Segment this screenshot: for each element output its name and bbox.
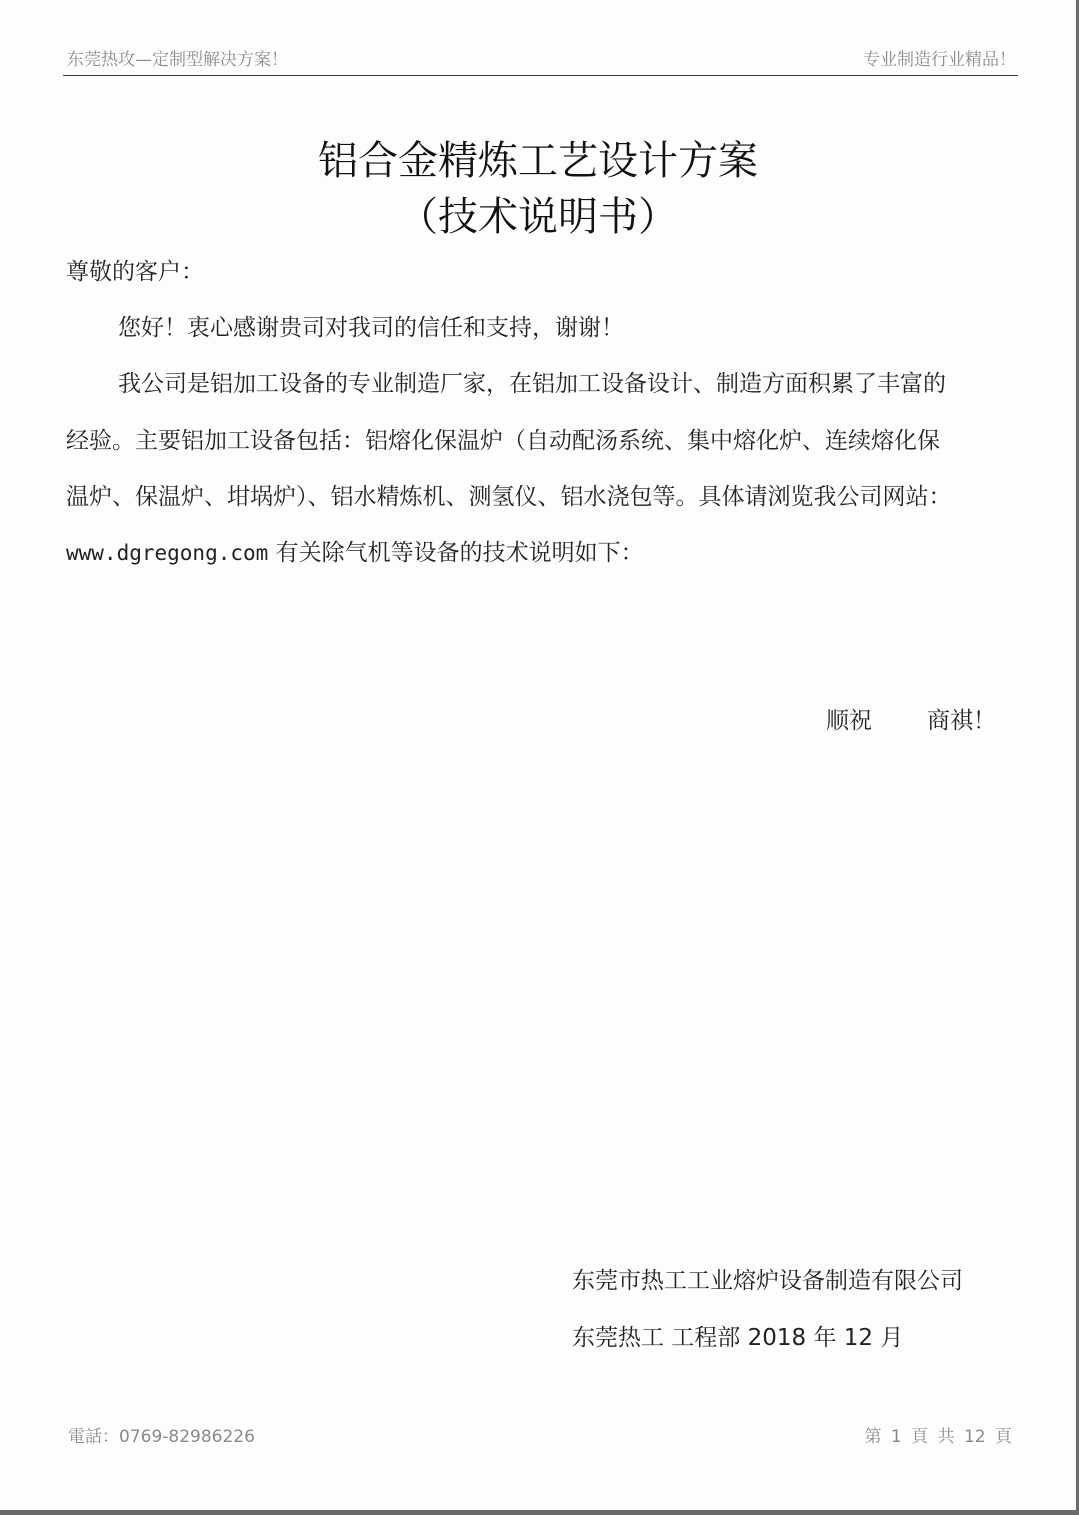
website-link: www.dgregong.com [66,541,269,565]
footer-page-number: 第 1 頁 共 12 頁 [864,1427,1012,1447]
paragraph-line-1: 我公司是铝加工设备的专业制造厂家，在铝加工设备设计、制造方面积累了丰富的 [118,371,946,397]
signature-company: 东莞市热工工业熔炉设备制造有限公司 [572,1268,963,1294]
paragraph-line-3: 温炉、保温炉、坩埚炉）、铝水精炼机、测氢仪、铝水浇包等。具体请浏览我公司网站： [66,484,952,510]
salutation: 尊敬的客户： [66,259,204,285]
closing-wish: 顺祝 [826,708,872,734]
document-subtitle: （技术说明书） [398,194,678,240]
document-title: 铝合金精炼工艺设计方案 [318,138,758,184]
signature-department-date: 东莞热工 工程部 2018 年 12 月 [572,1325,904,1351]
header-divider [63,75,1018,76]
greeting: 您好！衷心感谢贵司对我司的信任和支持，谢谢！ [118,315,624,341]
footer-phone: 電話：0769-82986226 [68,1427,255,1447]
paragraph-line-4 [66,538,644,568]
paragraph-line-2: 经验。主要铝加工设备包括：铝熔化保温炉（自动配汤系统、集中熔化炉、连续熔化保 [66,428,940,454]
header-slogan-right: 专业制造行业精品！ [863,50,1016,70]
header-slogan-left: 东莞热攻—定制型解决方案！ [67,50,288,70]
paragraph-line-4-text: 有关除气机等设备的技术说明如下： [275,540,644,566]
closing-regards: 商祺！ [927,708,996,734]
